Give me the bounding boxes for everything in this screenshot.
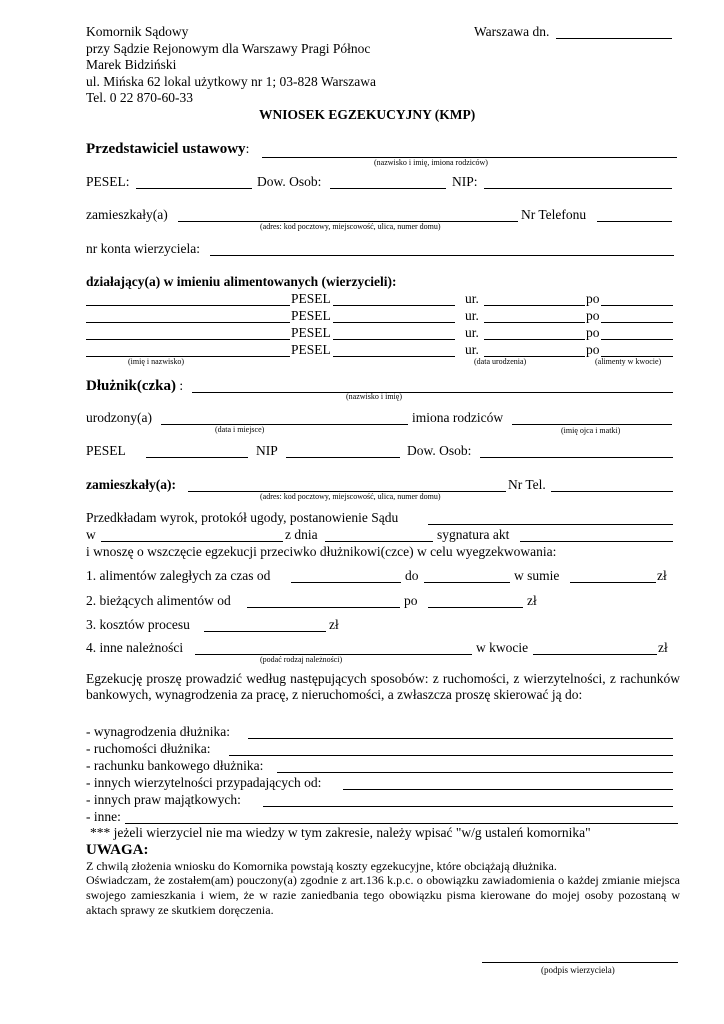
method-item-bank: - rachunku bankowego dłużnika: [86, 758, 264, 773]
date-field[interactable] [556, 38, 672, 39]
creditor-pesel-label: PESEL [291, 291, 331, 306]
creditor-from-label: po [586, 342, 600, 357]
creditor-name-field[interactable] [86, 305, 290, 306]
debtor-id-label: Dow. Osob: [407, 443, 472, 458]
debtor-nip-label: NIP [256, 443, 278, 458]
claim2-label: 2. bieżących alimentów od [86, 593, 231, 608]
creditor-pesel-field[interactable] [333, 322, 455, 323]
account-label: nr konta wierzyciela: [86, 241, 200, 256]
representative-name-hint: (nazwisko i imię, imiona rodziców) [374, 158, 488, 167]
claim4-hint: (podać rodzaj należności) [260, 655, 343, 664]
method-receivables-field[interactable] [343, 789, 673, 790]
creditor-born-label: ur. [465, 308, 479, 323]
representative-pesel-field[interactable] [136, 188, 252, 189]
creditor-born-label: ur. [465, 291, 479, 306]
judgment-case-label: sygnatura akt [437, 527, 510, 542]
creditor-from-label: po [586, 291, 600, 306]
notice-line1: Z chwilą złożenia wniosku do Komornika powstają koszty egzekucyjne, które obciążają dłużnika. [86, 859, 557, 873]
claim3-currency: zł [329, 617, 339, 632]
debtor-pesel-label: PESEL [86, 443, 126, 458]
claim2-currency: zł [527, 593, 537, 608]
method-bank-field[interactable] [277, 772, 673, 773]
office-name: Komornik Sądowy [86, 24, 189, 39]
representative-id-field[interactable] [330, 188, 446, 189]
creditor-from-label: po [586, 325, 600, 340]
judgment-line3: i wnoszę o wszczęcie egzekucji przeciwko dłużnikowi(czce) w celu wyegzekwowania: [86, 544, 557, 559]
debtor-label-row [86, 378, 183, 394]
place-date-label: Warszawa dn. [474, 24, 550, 39]
claim4-label: 4. inne należności [86, 640, 184, 655]
creditor-pesel-label: PESEL [291, 308, 331, 323]
method-movables-field[interactable] [229, 755, 673, 756]
debtor-parents-hint: (imię ojca i matki) [561, 426, 621, 435]
claim1-sum-label: w sumie [514, 568, 560, 583]
signature-field[interactable] [482, 962, 678, 963]
creditor-name-hint: (imię i nazwisko) [128, 357, 184, 366]
representative-phone-field[interactable] [597, 221, 672, 222]
debtor-nip-field[interactable] [286, 457, 400, 458]
method-item-wages: - wynagrodzenia dłużnika: [86, 724, 230, 739]
debtor-label: Dłużnik(czka) [86, 378, 176, 394]
creditor-pesel-label: PESEL [291, 325, 331, 340]
claim1-from-field[interactable] [291, 582, 401, 583]
debtor-born-hint: (data i miejsce) [215, 425, 265, 434]
creditor-birth-hint: (data urodzenia) [474, 357, 527, 366]
debtor-colon: : [176, 378, 184, 393]
office-address: ul. Mińska 62 lokal użytkowy nr 1; 03-828 Warszawa [86, 74, 376, 89]
creditor-from-label: po [586, 308, 600, 323]
creditor-born-label: ur. [465, 342, 479, 357]
claim1-sum-field[interactable] [570, 582, 656, 583]
claim4-amount-label: w kwocie [476, 640, 529, 655]
representative-label: Przedstawiciel ustawowy [86, 141, 246, 157]
creditor-pesel-label: PESEL [291, 342, 331, 357]
document-title: WNIOSEK EGZEKUCYJNY (KMP) [259, 107, 476, 122]
notice-title: UWAGA: [86, 842, 149, 858]
claim3-amount-field[interactable] [204, 631, 326, 632]
judgment-line1: Przedkładam wyrok, protokół ugody, postanowienie Sądu [86, 510, 399, 525]
creditor-name-field[interactable] [86, 339, 290, 340]
creditor-pesel-field[interactable] [333, 356, 455, 357]
office-bailiff: Marek Bidziński [86, 57, 177, 72]
signature-hint: (podpis wierzyciela) [541, 965, 615, 975]
representative-label-row [86, 141, 249, 157]
method-rights-field[interactable] [263, 806, 673, 807]
creditor-pesel-field[interactable] [333, 339, 455, 340]
representative-colon: : [245, 141, 250, 156]
claim3-label: 3. kosztów procesu [86, 617, 190, 632]
method-item-other: - inne: [86, 809, 121, 824]
debtor-id-field[interactable] [480, 457, 673, 458]
representative-pesel-label: PESEL: [86, 174, 130, 189]
method-item-receivables: - innych wierzytelności przypadających od: [86, 775, 322, 790]
creditor-birth-field[interactable] [484, 322, 585, 323]
representative-address-hint: (adres: kod pocztowy, miejscowość, ulica, numer domu) [260, 222, 441, 231]
method-item-movables: - ruchomości dłużnika: [86, 741, 211, 756]
office-phone: Tel. 0 22 870-60-33 [86, 90, 194, 105]
representative-address-label: zamieszkały(a) [86, 207, 168, 222]
representative-id-label: Dow. Osob: [257, 174, 322, 189]
debtor-address-label: zamieszkały(a): [86, 477, 176, 492]
office-court: przy Sądzie Rejonowym dla Warszawy Pragi Północ [86, 41, 371, 56]
account-field[interactable] [210, 255, 674, 256]
creditor-amount-field[interactable] [601, 322, 673, 323]
representative-nip-label: NIP: [452, 174, 478, 189]
creditor-amount-field[interactable] [601, 305, 673, 306]
claim2-from-field[interactable] [247, 607, 400, 608]
methods-paragraph: Egzekucję proszę prowadzić według następujących sposobów: z ruchomości, z wierzytelności, z rachunków bankowych, wynagrodzenia za pracę, z nieruchomości, a zwłaszcza proszę skierować ją do: [86, 671, 680, 702]
claim1-to-label: do [405, 568, 419, 583]
claim1-to-field[interactable] [424, 582, 510, 583]
creditor-name-field[interactable] [86, 322, 290, 323]
method-item-rights: - innych praw majątkowych: [86, 792, 241, 807]
debtor-address-hint: (adres: kod pocztowy, miejscowość, ulica, numer domu) [260, 492, 441, 501]
claim1-label: 1. alimentów zaległych za czas od [86, 568, 271, 583]
claim1-currency: zł [657, 568, 667, 583]
judgment-date-field[interactable] [325, 541, 433, 542]
method-other-field[interactable] [125, 823, 678, 824]
court-name-field[interactable] [428, 524, 673, 525]
claim2-amount-field[interactable] [428, 607, 523, 608]
debtor-born-label: urodzony(a) [86, 410, 152, 425]
debtor-phone-field[interactable] [551, 491, 673, 492]
methods-note: *** jeżeli wierzyciel nie ma wiedzy w tym zakresie, należy wpisać "w/g ustaleń komornika" [90, 825, 591, 840]
judgment-case-field[interactable] [520, 541, 673, 542]
court-place-field[interactable] [101, 541, 283, 542]
debtor-parents-field[interactable] [512, 424, 672, 425]
debtor-name-hint: (nazwisko i imię) [346, 392, 402, 401]
creditor-name-field[interactable] [86, 356, 290, 357]
debtor-pesel-field[interactable] [146, 457, 248, 458]
creditor-amount-field[interactable] [601, 339, 673, 340]
notice-paragraph: Oświadczam, że zostałem(am) pouczony(a) zgodnie z art.136 k.p.c. o obowiązku zawiadomienia o każdej zmianie miejsca swojego zamieszkania i wiem, że w razie zaniedbania tego obowiązku pisma kierowane do mojej osoby pozostaną w aktach sprawy ze skutkiem doręczenia. [86, 873, 680, 917]
debtor-born-field[interactable] [161, 424, 408, 425]
method-wages-field[interactable] [248, 738, 673, 739]
representative-nip-field[interactable] [484, 188, 672, 189]
debtor-name-field[interactable] [192, 392, 673, 393]
judgment-date-label: z dnia [285, 527, 318, 542]
creditor-pesel-field[interactable] [333, 305, 455, 306]
claim4-amount-field[interactable] [533, 654, 657, 655]
debtor-parents-label: imiona rodziców [412, 410, 504, 425]
debtor-phone-label: Nr Tel. [508, 477, 546, 492]
creditor-birth-field[interactable] [484, 305, 585, 306]
creditor-born-label: ur. [465, 325, 479, 340]
representative-phone-label: Nr Telefonu [521, 207, 587, 222]
judgment-w-label: w [86, 527, 96, 542]
claim2-to-label: po [404, 593, 418, 608]
claim4-currency: zł [658, 640, 668, 655]
creditor-birth-field[interactable] [484, 339, 585, 340]
creditor-amount-hint: (alimenty w kwocie) [595, 357, 662, 366]
creditors-label: działający(a) w imieniu alimentowanych (wierzycieli): [86, 274, 397, 289]
